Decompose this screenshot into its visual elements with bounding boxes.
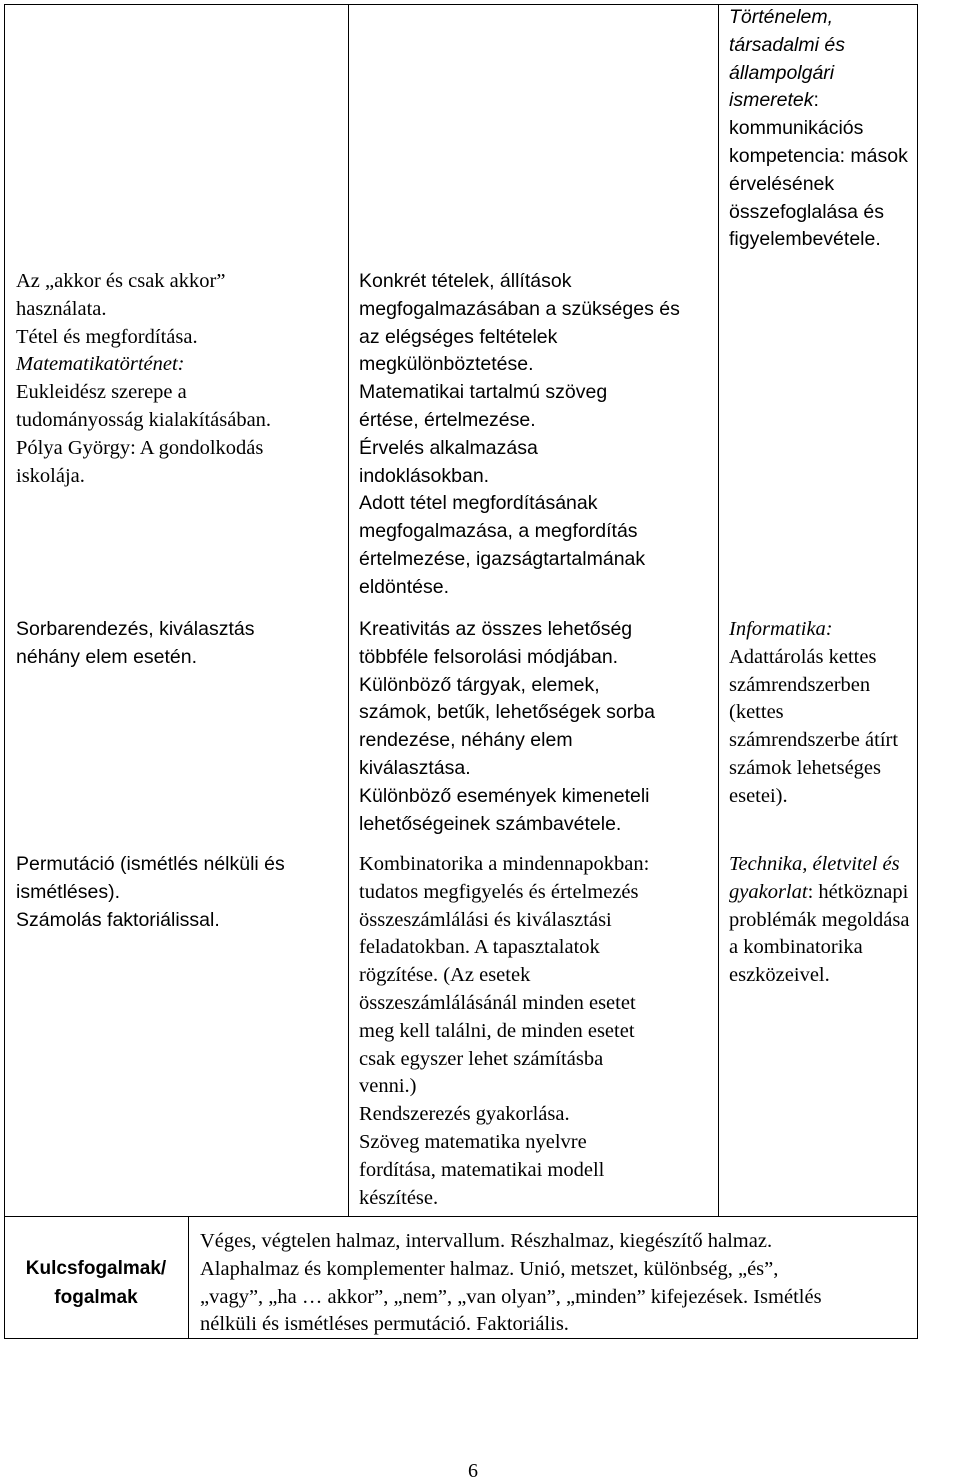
- col2-block3-line: tudatos megfigyelés és értelmezés: [359, 880, 639, 903]
- col1-history-line: tudományosság kialakításában.: [16, 408, 272, 431]
- col2-block3-line: összeszámlálási és kiválasztási: [359, 908, 612, 931]
- col2-block1: [359, 268, 715, 602]
- col3-block2-line: számok lehetséges: [729, 756, 881, 779]
- col1-block3-line: ismétléses).: [16, 880, 121, 903]
- col1-block3-line: Permutáció (ismétlés nélküli és: [16, 853, 285, 875]
- col3-block1-ismeretek-line: [729, 87, 919, 115]
- col2-block2-line: lehetőségeinek számbavétele.: [359, 812, 622, 835]
- col3-block1-italic-line: állampolgári: [729, 61, 835, 84]
- col3-block1-italic-line: Történelem,: [729, 6, 834, 28]
- col2-block1-line: Érvelés alkalmazása: [359, 436, 538, 459]
- col3-block3-line: eszközeivel.: [729, 964, 830, 987]
- col2-block2-line: számok, betűk, lehetőségek sorba: [359, 701, 655, 724]
- col3-block3-line: a kombinatorika: [729, 936, 863, 959]
- col3-block1-italic-line: társadalmi és: [729, 33, 845, 56]
- keywords-line: Véges, végtelen halmaz, intervallum. Részhalmaz, kiegészítő halmaz.: [200, 1230, 773, 1252]
- col3-block1: [729, 4, 919, 254]
- col2-block3-line: Szöveg matematika nyelvre: [359, 1130, 587, 1153]
- col2-block3-line: csak egyszer lehet számításba: [359, 1047, 604, 1070]
- technika-label: Technika, életvitel és: [729, 853, 900, 875]
- col1-block2-line: néhány elem esetén.: [16, 645, 198, 668]
- col2-block3-line: készítése.: [359, 1186, 439, 1209]
- keywords-line: nélküli és ismétléses permutáció. Faktoriális.: [200, 1313, 569, 1336]
- col1-block1-line: használata.: [16, 297, 107, 320]
- col2-block2-line: többféle felsorolási módjában.: [359, 645, 619, 668]
- col2-block3-line: Rendszerezés gyakorlása.: [359, 1103, 570, 1126]
- col1-history-line: iskolája.: [16, 464, 85, 487]
- col2-block1-line: az elégséges feltételek: [359, 325, 558, 348]
- col3-block2-line: esetei).: [729, 784, 788, 807]
- history-label: Matematikatörténet:: [16, 353, 185, 376]
- column-divider-1: [348, 4, 349, 1217]
- table-border-left: [4, 4, 5, 1339]
- col1-block3: [16, 851, 346, 934]
- col3-block1-line: kompetencia: mások: [729, 144, 908, 167]
- col2-block2-line: rendezése, néhány elem: [359, 729, 573, 752]
- col2-block3-line: meg kell találni, de minden esetet: [359, 1019, 635, 1042]
- col1-block1-line: Tétel és megfordítása.: [16, 325, 198, 348]
- col3-block1-line: összefoglalása és: [729, 200, 885, 223]
- col3-block1-line: kommunikációs: [729, 117, 864, 140]
- col1-history-line: Eukleidész szerepe a: [16, 381, 187, 404]
- col2-block2-line: Kreativitás az összes lehetőség: [359, 618, 633, 640]
- col2-block3-line: rögzítése. (Az esetek: [359, 964, 531, 987]
- col2-block1-line: Matematikai tartalmú szöveg: [359, 381, 608, 404]
- col3-block1-line: érvelésének: [729, 172, 835, 195]
- col2-block1-line: értése, értelmezése.: [359, 408, 536, 431]
- col2-block1-line: értelmezése, igazságtartalmának: [359, 547, 646, 570]
- col1-block1-line: Az „akkor és csak akkor”: [16, 270, 226, 292]
- col3-block3-line: problémák megoldása: [729, 908, 910, 931]
- col2-block1-line: Konkrét tételek, állítások: [359, 270, 572, 292]
- col2-block2: [359, 616, 715, 838]
- page-number: 6: [468, 1460, 478, 1482]
- keywords-text: [200, 1228, 916, 1339]
- col2-block3-line: Kombinatorika a mindennapokban:: [359, 853, 650, 875]
- col3-block1-colon: :: [813, 89, 819, 112]
- keywords-label: [4, 1254, 188, 1312]
- keywords-line: Alaphalmaz és komplementer halmaz. Unió, metszet, különbség, „és”,: [200, 1257, 779, 1280]
- keywords-row-top-border: [4, 1216, 918, 1217]
- keywords-label-line2: fogalmak: [54, 1287, 138, 1308]
- keywords-line: „vagy”, „ha … akkor”, „nem”, „van olyan”, „minden” kifejezések. Ismétlés: [200, 1285, 822, 1308]
- col3-block1-line: figyelembevétele.: [729, 228, 881, 251]
- col2-block1-line: megkülönböztetése.: [359, 353, 534, 376]
- col1-block2-line: Sorbarendezés, kiválasztás: [16, 618, 255, 640]
- column-divider-2: [718, 4, 719, 1217]
- col2-block1-line: eldöntése.: [359, 575, 449, 598]
- col2-block3-line: feladatokban. A tapasztalatok: [359, 936, 600, 959]
- col2-block3-line: venni.): [359, 1075, 417, 1098]
- col3-block3-gyakorlat-line: [729, 879, 919, 907]
- gyakorlat-label: gyakorlat: [729, 880, 808, 903]
- col2-block2-line: Különböző események kimeneteli: [359, 784, 650, 807]
- keywords-label-line1: Kulcsfogalmak/: [25, 1258, 167, 1279]
- col2-block3: [359, 851, 715, 1212]
- keywords-label-divider: [188, 1216, 189, 1339]
- col3-block2-line: számrendszerbe átírt: [729, 729, 899, 752]
- col1-history-line: Pólya György: A gondolkodás: [16, 436, 264, 459]
- col2-block3-line: fordítása, matematikai modell: [359, 1158, 605, 1181]
- col3-block2-line: számrendszerben: [729, 673, 871, 696]
- col3-block3: [729, 851, 919, 990]
- col2-block1-line: Adott tétel megfordításának: [359, 492, 598, 515]
- col2-block2-line: kiválasztása.: [359, 756, 471, 779]
- col3-block2: [729, 616, 919, 811]
- col2-block1-line: megfogalmazása, a megfordítás: [359, 520, 638, 543]
- col1-block3-line: Számolás faktoriálissal.: [16, 908, 220, 931]
- col3-block1-italic-word: ismeretek: [729, 89, 814, 112]
- col2-block1-line: indoklásokban.: [359, 464, 490, 487]
- col2-block2-line: Különböző tárgyak, elemek,: [359, 673, 600, 696]
- col1-block2: [16, 616, 346, 672]
- col3-block2-line: (kettes: [729, 701, 784, 724]
- col3-block2-line: Adattárolás kettes: [729, 645, 877, 668]
- col2-block3-line: összeszámlálásánál minden esetet: [359, 991, 636, 1014]
- col3-block3-line2-rest: : hétköznapi: [807, 880, 909, 903]
- col2-block1-line: megfogalmazásában a szükséges és: [359, 297, 680, 320]
- informatika-label: Informatika:: [729, 618, 833, 640]
- col1-block1: [16, 268, 346, 490]
